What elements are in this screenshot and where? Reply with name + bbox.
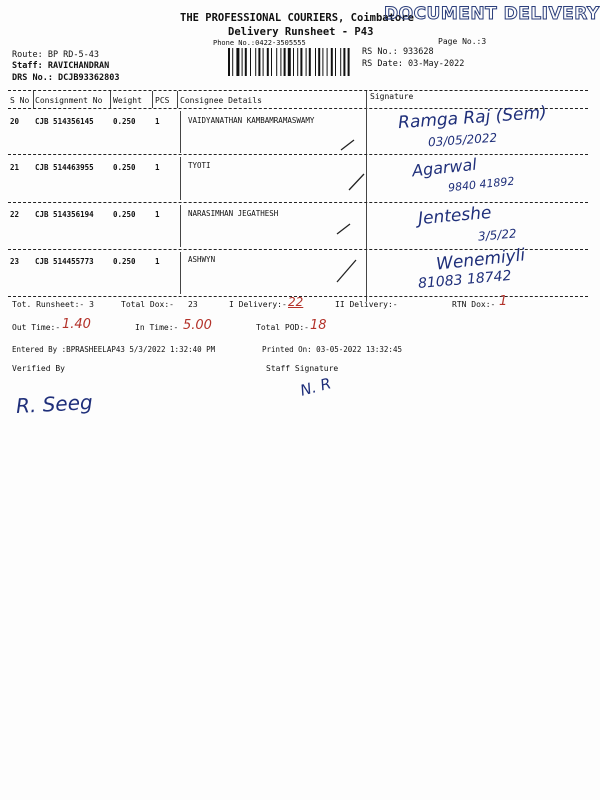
row-weight: 0.250 [113, 163, 136, 172]
tick-mark-icon [340, 138, 356, 152]
out-time-handwritten: 1.40 [62, 317, 91, 332]
barcode-bar [331, 48, 333, 76]
col-sno: S No [10, 96, 30, 105]
col-divider [177, 91, 178, 108]
barcode-bar [340, 48, 341, 76]
barcode-bar [348, 48, 350, 76]
company-name: THE PROFESSIONAL COURIERS, Coimbatore [180, 12, 414, 24]
barcode-bar [343, 48, 345, 76]
row-weight: 0.250 [113, 117, 136, 126]
row-consignment: CJB 514356194 [35, 210, 94, 219]
row-weight: 0.250 [113, 257, 136, 266]
barcode-bar [280, 48, 281, 76]
row-pcs: 1 [155, 117, 160, 126]
handwritten-signature: Ramga Raj (Sem) [397, 102, 548, 134]
barcode-bar [255, 48, 256, 76]
row-pcs: 1 [155, 210, 160, 219]
row-sno: 23 [10, 257, 20, 266]
tick-mark-icon [336, 258, 358, 284]
col-divider [110, 91, 111, 108]
barcode-bar [318, 48, 320, 76]
printed-on: Printed On: 03-05-2022 13:32:45 [262, 345, 402, 354]
row-consignment: CJB 514455773 [35, 257, 94, 266]
row-pcs: 1 [155, 257, 160, 266]
barcode-image [228, 48, 362, 76]
total-dox-value: 23 [188, 300, 198, 309]
handwritten-phone: 9840 41892 [447, 174, 515, 195]
col-consignment: Consignment No [35, 96, 103, 105]
col-divider [33, 91, 34, 108]
row-consignment: CJB 514356145 [35, 117, 94, 126]
row-consignee: ASHWYN [188, 255, 216, 264]
handwritten-phone: 81083 18742 [417, 267, 513, 293]
row-consignee: VAIDYANATHAN KAMBAMRAMASWAMY [188, 116, 315, 125]
row-pcs: 1 [155, 163, 160, 172]
row-consignee: TYOTI [188, 161, 211, 170]
row-consignee: NARASIMHAN JEGATHESH [188, 209, 279, 218]
barcode-bar [335, 48, 336, 76]
total-pod-handwritten: 18 [310, 318, 327, 333]
barcode-bar [232, 48, 233, 76]
verified-signature: R. Seeg [15, 390, 94, 418]
ii-delivery-label: II Delivery:- [335, 300, 398, 309]
route-label: Route: BP RD-5-43 [12, 50, 99, 60]
barcode-bar [322, 48, 323, 76]
barcode-bar [284, 48, 286, 76]
row-sno: 22 [10, 210, 20, 219]
barcode-bar [297, 48, 298, 76]
verified-by-label: Verified By [12, 364, 65, 373]
col-divider [152, 91, 153, 108]
barcode-bar [315, 48, 316, 76]
page-number: Page No.:3 [438, 37, 487, 46]
barcode-bar [276, 48, 277, 76]
barcode-bar [258, 48, 260, 76]
col-pcs: PCS [155, 96, 170, 105]
drs-number: DRS No.: DCJB93362803 [12, 73, 120, 83]
row-divider [180, 252, 181, 294]
barcode-bar [228, 48, 230, 76]
barcode-bar [271, 48, 272, 76]
tot-runsheet: Tot. Runsheet:- 3 [12, 300, 94, 309]
row-consignment: CJB 514463955 [35, 163, 94, 172]
total-pod-label: Total POD:- [256, 323, 309, 332]
rtn-dox-label: RTN Dox:- [452, 300, 496, 309]
col-consignee: Consignee Details [180, 96, 262, 105]
rtn-dox-handwritten: 1 [499, 294, 508, 309]
in-time-label: In Time:- [135, 323, 179, 332]
row-weight: 0.250 [113, 210, 136, 219]
handwritten-signature: Wenemiyli [435, 245, 527, 275]
staff-signature: N. R [298, 374, 333, 400]
phone-number: Phone No.:0422-3505555 [213, 39, 306, 47]
row-sno: 21 [10, 163, 20, 172]
barcode-bar [327, 48, 328, 76]
handwritten-date: 3/5/22 [477, 226, 518, 244]
barcode-bar [236, 48, 239, 76]
row-rule [8, 154, 588, 155]
total-dox-label: Total Dox:- [121, 300, 174, 309]
barcode-bar [293, 48, 294, 76]
barcode-bar [245, 48, 247, 76]
entered-by: Entered By :BPRASHEELAP43 5/3/2022 1:32:40 PM [12, 345, 216, 354]
barcode-bar [263, 48, 264, 76]
rs-date: RS Date: 03-May-2022 [362, 59, 465, 69]
barcode-bar [242, 48, 243, 76]
row-rule [8, 202, 588, 203]
staff-label: Staff: RAVICHANDRAN [12, 61, 110, 71]
handwritten-signature: Agarwal [411, 154, 478, 181]
row-divider [180, 111, 181, 153]
row-sno: 20 [10, 117, 20, 126]
runsheet-title: Delivery Runsheet - P43 [228, 26, 374, 38]
row-divider [180, 157, 181, 200]
signature-divider [366, 91, 367, 301]
tick-mark-icon [336, 222, 352, 236]
out-time-label: Out Time:- [12, 323, 61, 332]
i-delivery-label: I Delivery:- [229, 300, 287, 309]
barcode-bar [306, 48, 307, 76]
row-divider [180, 205, 181, 247]
barcode-bar [288, 48, 291, 76]
document-delivery-stamp: DOCUMENT DELIVERY [384, 4, 600, 24]
barcode-bar [267, 48, 269, 76]
i-delivery-handwritten: 22 [288, 295, 304, 309]
col-signature: Signature [370, 92, 414, 101]
table-top-rule [8, 90, 588, 91]
barcode-bar [300, 48, 302, 76]
rs-number: RS No.: 933628 [362, 47, 434, 57]
staff-signature-label: Staff Signature [266, 364, 339, 373]
col-weight: Weight [113, 96, 142, 105]
handwritten-date: 03/05/2022 [427, 130, 498, 150]
handwritten-signature: Jenteshe [417, 202, 493, 230]
in-time-handwritten: 5.00 [183, 318, 212, 333]
barcode-bar [250, 48, 251, 76]
tick-mark-icon [348, 172, 366, 192]
barcode-bar [309, 48, 311, 76]
